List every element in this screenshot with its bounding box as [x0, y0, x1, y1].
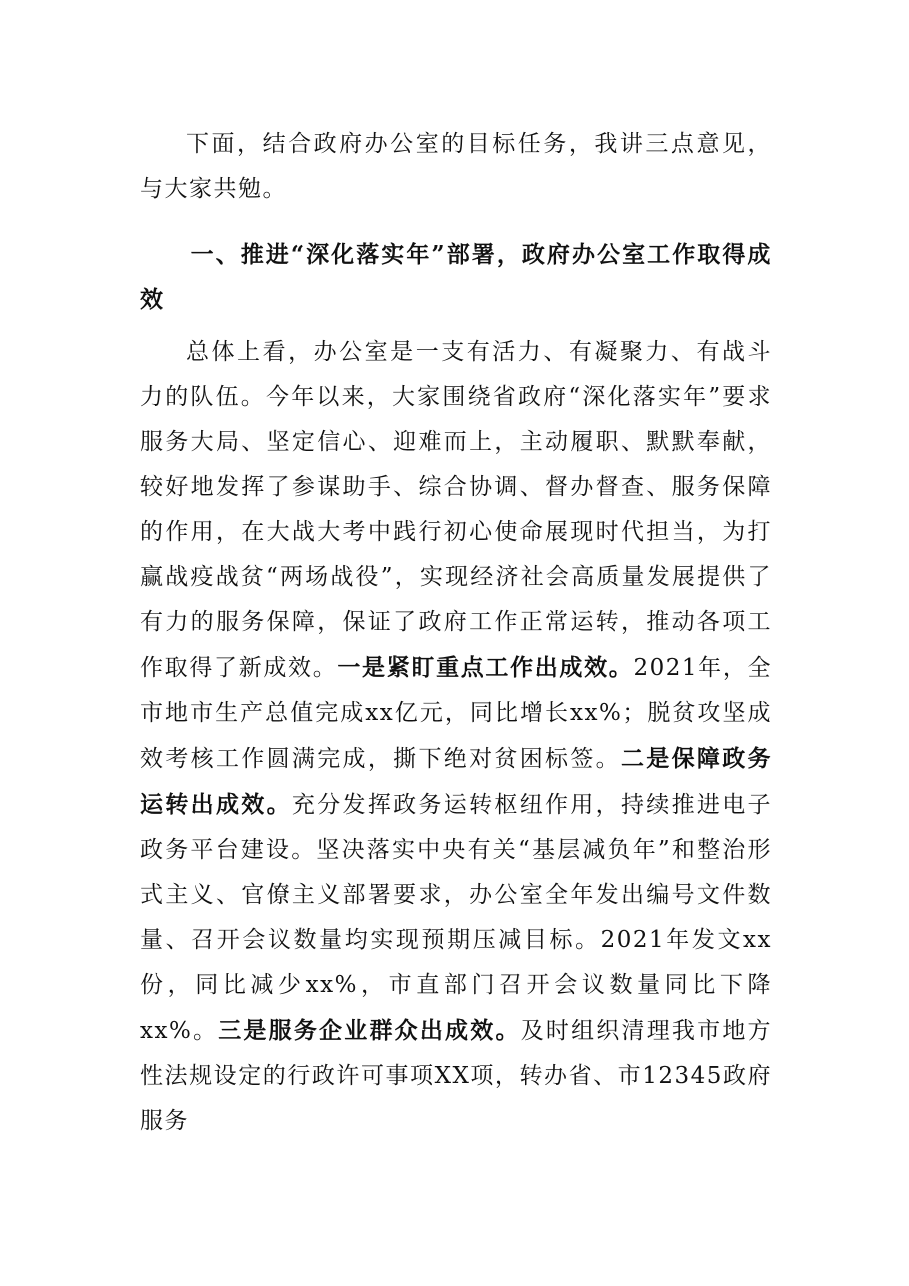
point-three-title: 三是服务企业群众出成效。 [218, 1017, 521, 1044]
body-text-2: 2021年，全市地市生产总值完成xx亿元，同比增长xx%；脱贫攻坚成效考核工作圆满完成，撕下绝对贫困标签。 [140, 655, 772, 772]
intro-paragraph: 下面，结合政府办公室的目标任务，我讲三点意见，与大家共勉。 [140, 131, 772, 202]
document-page [140, 122, 772, 1144]
point-two-title: 二是保障政务运转出成效。 [140, 745, 772, 818]
body-text-4: 及时组织清理我市地方性法规设定的行政许可事项XX项，转办省、市12345政府服务 [140, 1018, 773, 1134]
body-text-3: 充分发挥政务运转枢纽作用，持续推进电子政务平台建设。坚决落实中央有关“基层减负年”和整治形式主义、官僚主义部署要求，办公室全年发出编号文件数量、召开会议数量均实现预期压减目标。2021年发文xx份，同比减少xx%，市直部门召开会议数量同比下降xx%。 [140, 792, 772, 1044]
section-heading: 一、推进“深化落实年”部署，政府办公室工作取得成效 [140, 241, 772, 313]
body-paragraph [140, 330, 772, 1144]
body-text-1: 总体上看，办公室是一支有活力、有凝聚力、有战斗力的队伍。今年以来，大家围绕省政府“深化落实年”要求服务大局、坚定信心、迎难而上，主动履职、默默奉献，较好地发挥了参谋助手、综合协调、督办督查、服务保障的作用，在大战大考中践行初心使命展现时代担当，为打赢战疫战贫“两场战役”，实现经济社会高质量发展提供了有力的服务保障，保证了政府工作正常运转，推动各项工作取得了新成效。 [140, 339, 772, 681]
point-one-title: 一是紧盯重点工作出成效。 [337, 654, 634, 681]
